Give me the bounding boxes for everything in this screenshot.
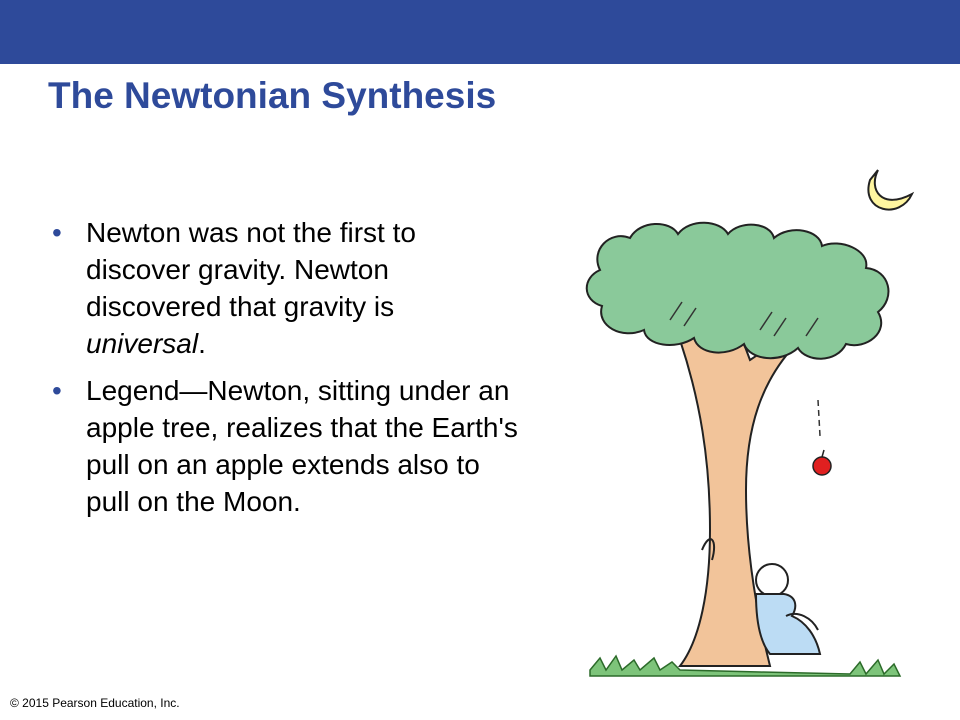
moon-icon [868, 170, 912, 210]
bullet-dot: • [52, 217, 62, 248]
bullet-1-end: . [198, 328, 206, 359]
bullet-dot: • [52, 375, 62, 406]
copyright-notice: © 2015 Pearson Education, Inc. [10, 696, 180, 710]
bullet-item-2 [48, 372, 518, 520]
bullet-2-text: Legend—Newton, sitting under an apple tree, realizes that the Earth's pull on an apple extends also to pull on the Moon. [86, 375, 518, 517]
tree-foliage [587, 223, 889, 359]
newton-apple-tree-illustration [560, 150, 960, 690]
falling-apple [813, 400, 831, 475]
slide-title: The Newtonian Synthesis [48, 75, 497, 116]
bullet-list [48, 214, 518, 530]
bullet-1-emphasis: universal [86, 328, 199, 359]
top-band [0, 0, 960, 64]
bullet-item-1 [48, 214, 518, 362]
bullet-1-text: Newton was not the first to discover gravity. Newton discovered that gravity is [86, 217, 416, 322]
seated-newton [756, 564, 820, 654]
